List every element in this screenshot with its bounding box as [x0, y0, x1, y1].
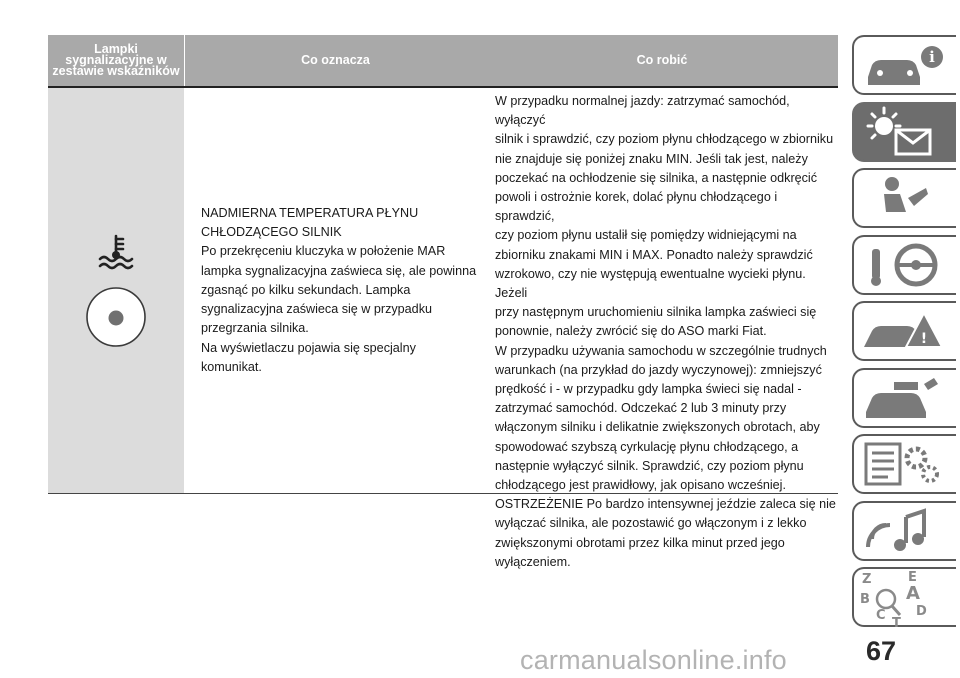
header-meaning: Co oznacza: [301, 53, 370, 67]
tab-safety[interactable]: [852, 168, 956, 228]
table-header: [48, 35, 838, 88]
watermark: carmanualsonline.info: [520, 645, 787, 675]
svg-text:i: i: [929, 48, 935, 66]
tab-car-info[interactable]: [852, 35, 956, 95]
car-info-icon: [854, 37, 954, 93]
multimedia-icon: [854, 503, 954, 559]
coolant-temperature-icon: [96, 233, 136, 271]
svg-text:E: E: [908, 570, 917, 585]
chapter-sidebar: [852, 0, 960, 678]
svg-text:T: T: [892, 616, 901, 629]
table-bottom-border: [48, 493, 838, 494]
page-number: 67: [866, 636, 897, 666]
car-service-icon: [854, 370, 954, 426]
svg-text:!: !: [920, 331, 928, 347]
tab-multimedia[interactable]: [852, 501, 956, 561]
warning-lights-icon: [854, 104, 954, 160]
tab-emergency[interactable]: [852, 301, 956, 361]
warning-dot-icon: [84, 285, 148, 349]
key-steering-wheel-icon: [854, 237, 954, 293]
action-cell: [495, 92, 840, 572]
tab-index[interactable]: [852, 567, 956, 627]
svg-text:D: D: [916, 604, 927, 619]
breakdown-triangle-icon: [854, 303, 954, 359]
index-letters-icon: [854, 569, 954, 629]
meaning-text: NADMIERNA TEMPERATURA PŁYNU CHŁODZĄCEGO SILNIK Po przekręceniu kluczyka w położenie MAR lampka sygnalizacyjna zaświeca się, ale powinna zgasnąć po kilku sekundach. Lampka sygnalizacyjna zaświeca się w przypadku przegrzania silnika. Na wyświetlaczu pojawia się specjalny komunikat.: [201, 206, 477, 374]
svg-text:A: A: [906, 583, 920, 604]
svg-text:C: C: [876, 608, 886, 623]
tab-maintenance[interactable]: [852, 368, 956, 428]
header-warning-lights: Lampki sygnalizacyjne w zestawie wskaźników: [52, 42, 180, 78]
tab-warning-lights[interactable]: [852, 102, 956, 162]
airbag-seat-icon: [854, 170, 954, 226]
svg-text:B: B: [860, 592, 870, 607]
specifications-icon: [854, 436, 954, 492]
icon-cell: [48, 88, 184, 493]
meaning-cell: [201, 88, 481, 493]
tab-specifications[interactable]: [852, 434, 956, 494]
tab-starting-driving[interactable]: [852, 235, 956, 295]
action-text: W przypadku normalnej jazdy: zatrzymać samochód, wyłączyć silnik i sprawdzić, czy poziom płynu chłodzącego w zbiorniku nie znajduje się poniżej znaku MIN. Jeśli tak jest, należy poczekać na ochłodzenie się silnika, a następnie odkręcić powoli i ostrożnie korek, dolać płynu chłodzącego i sprawdzić, czy poziom płynu ustalił się pomiędzy widniejącymi na zbiorniku znakami MIN i MAX. Ponadto należy sprawdzić wzrokowo, czy nie występują ewentualne wycieki płynu. Jeżeli przy następnym uruchomieniu silnika lampka zaświeci się ponownie, należy zwrócić się do ASO marki Fiat. W przypadku używania samochodu w szczególnie trudnych warunkach (na przykład do jazdy wyczynowej): zmniejszyć prędkość i - w przypadku gdy lampka świeci się nadal - zatrzymać samochód. Odczekać 2 lub 3 minuty przy włączonym silniku i delikatnie zwiększonych obrotach, aby spowodować szybszą cyrkulację płynu chłodzącego, a następnie wyłączyć silnik. Sprawdzić, czy poziom płynu chłodzącego jest prawidłowy, jak opisano wcześniej. OSTRZEŻENIE Po bardzo intensywnej jeździe zaleca się nie wyłączać silnika, ale pozostawić go włączonym i z lekko zwiększonymi obrotami przez kilka minut przed jego wyłączeniem.: [495, 94, 836, 569]
svg-text:Z: Z: [862, 572, 872, 587]
header-action: Co robić: [636, 53, 688, 67]
